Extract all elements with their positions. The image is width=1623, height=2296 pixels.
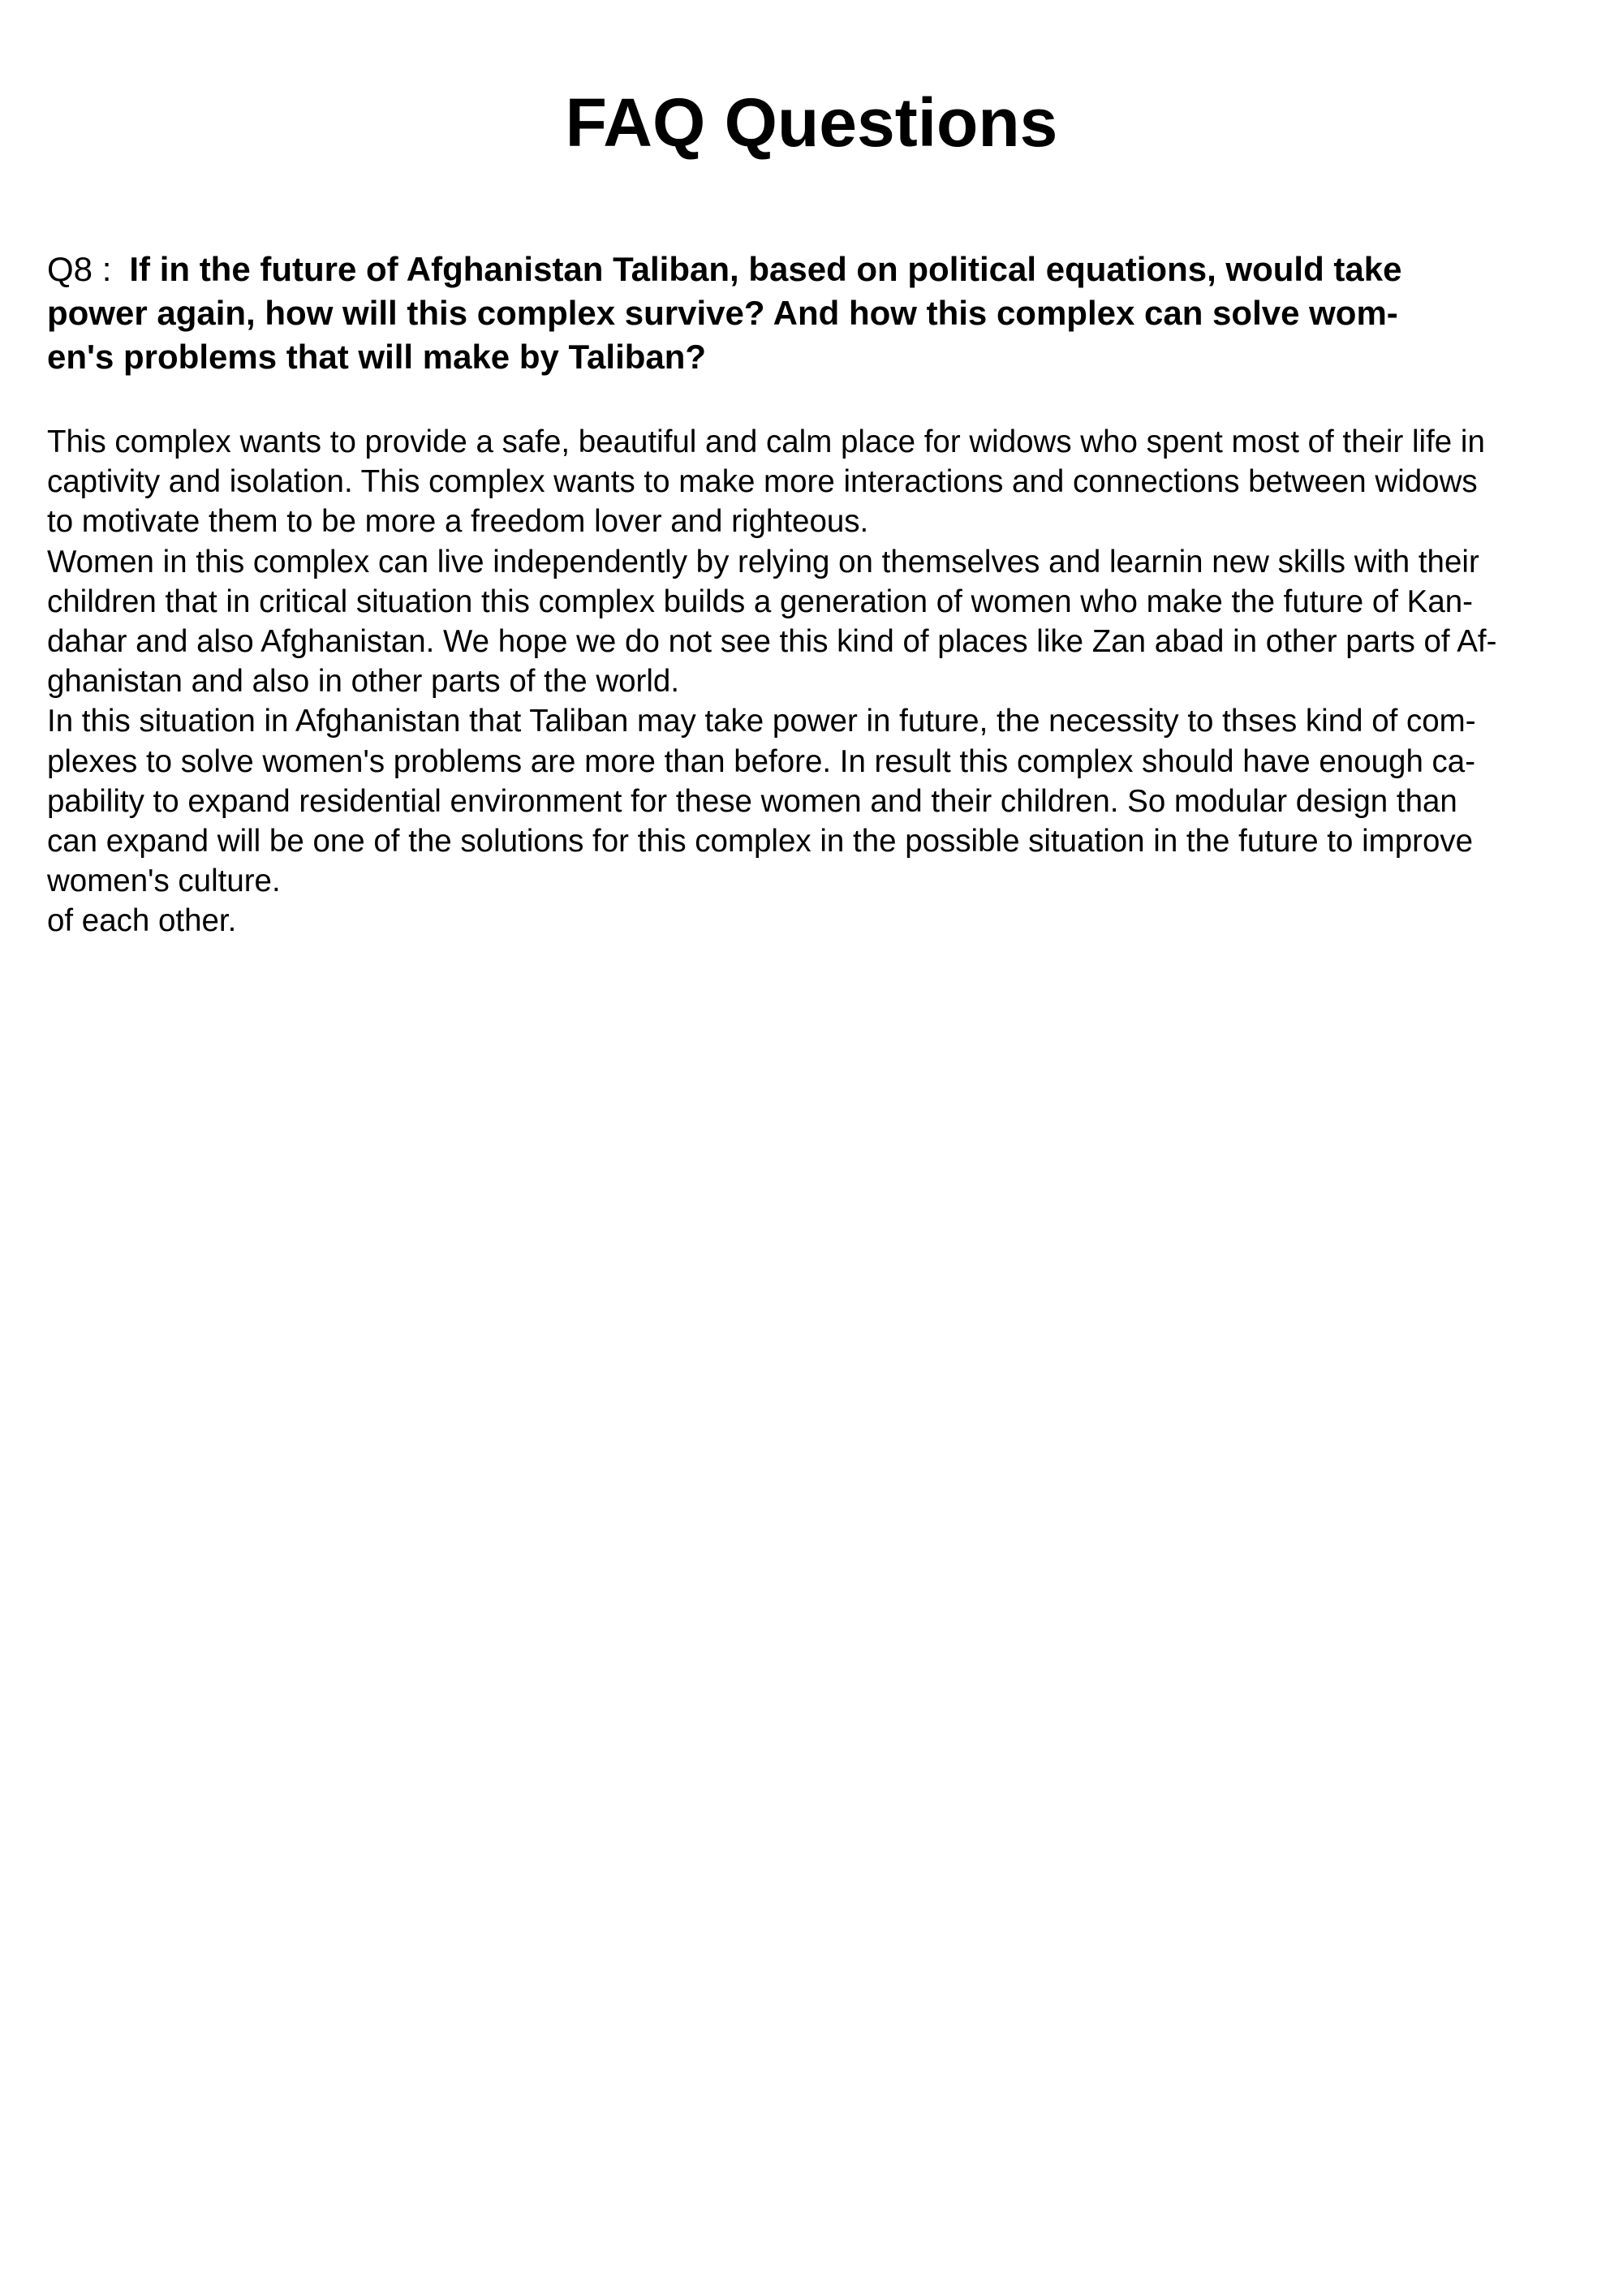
faq-answer xyxy=(47,422,1558,941)
page-title: FAQ Questions xyxy=(565,84,1058,161)
answer-text-line: This complex wants to provide a safe, beautiful and calm place for widows who spent most of their life in xyxy=(47,424,1485,459)
answer-text-line: In this situation in Afghanistan that Taliban may take power in future, the necessity to thses kind of com- xyxy=(47,704,1476,739)
answer-text-line: can expand will be one of the solutions for this complex in the possible situation in the future to improve xyxy=(47,824,1474,859)
answer-text-line: Women in this complex can live independently by relying on themselves and learnin new skills with their xyxy=(47,544,1479,579)
question-label: Q8 : xyxy=(47,250,112,288)
answer-text-line: children that in critical situation this complex builds a generation of women who make the future of Kan- xyxy=(47,584,1473,619)
answer-text-line: of each other. xyxy=(47,903,237,939)
question-text-line: power again, how will this complex survive? And how this complex can solve wom- xyxy=(47,294,1398,332)
answer-text-line: pability to expand residential environment for these women and their children. So modular design than xyxy=(47,783,1457,819)
faq-question xyxy=(47,248,1558,379)
answer-text-line: dahar and also Afghanistan. We hope we do not see this kind of places like Zan abad in other parts of Af- xyxy=(47,624,1497,660)
answer-text-line: captivity and isolation. This complex wants to make more interactions and connections between widows xyxy=(47,464,1478,500)
answer-text-line: plexes to solve women's problems are more than before. In result this complex should have enough ca- xyxy=(47,743,1476,779)
question-text-line: If in the future of Afghanistan Taliban, based on political equations, would take xyxy=(129,250,1402,288)
answer-text-line: ghanistan and also in other parts of the world. xyxy=(47,664,680,700)
answer-text-line: to motivate them to be more a freedom lover and righteous. xyxy=(47,504,869,540)
question-text-line: en's problems that will make by Taliban? xyxy=(47,338,707,376)
answer-text-line: women's culture. xyxy=(47,864,281,899)
